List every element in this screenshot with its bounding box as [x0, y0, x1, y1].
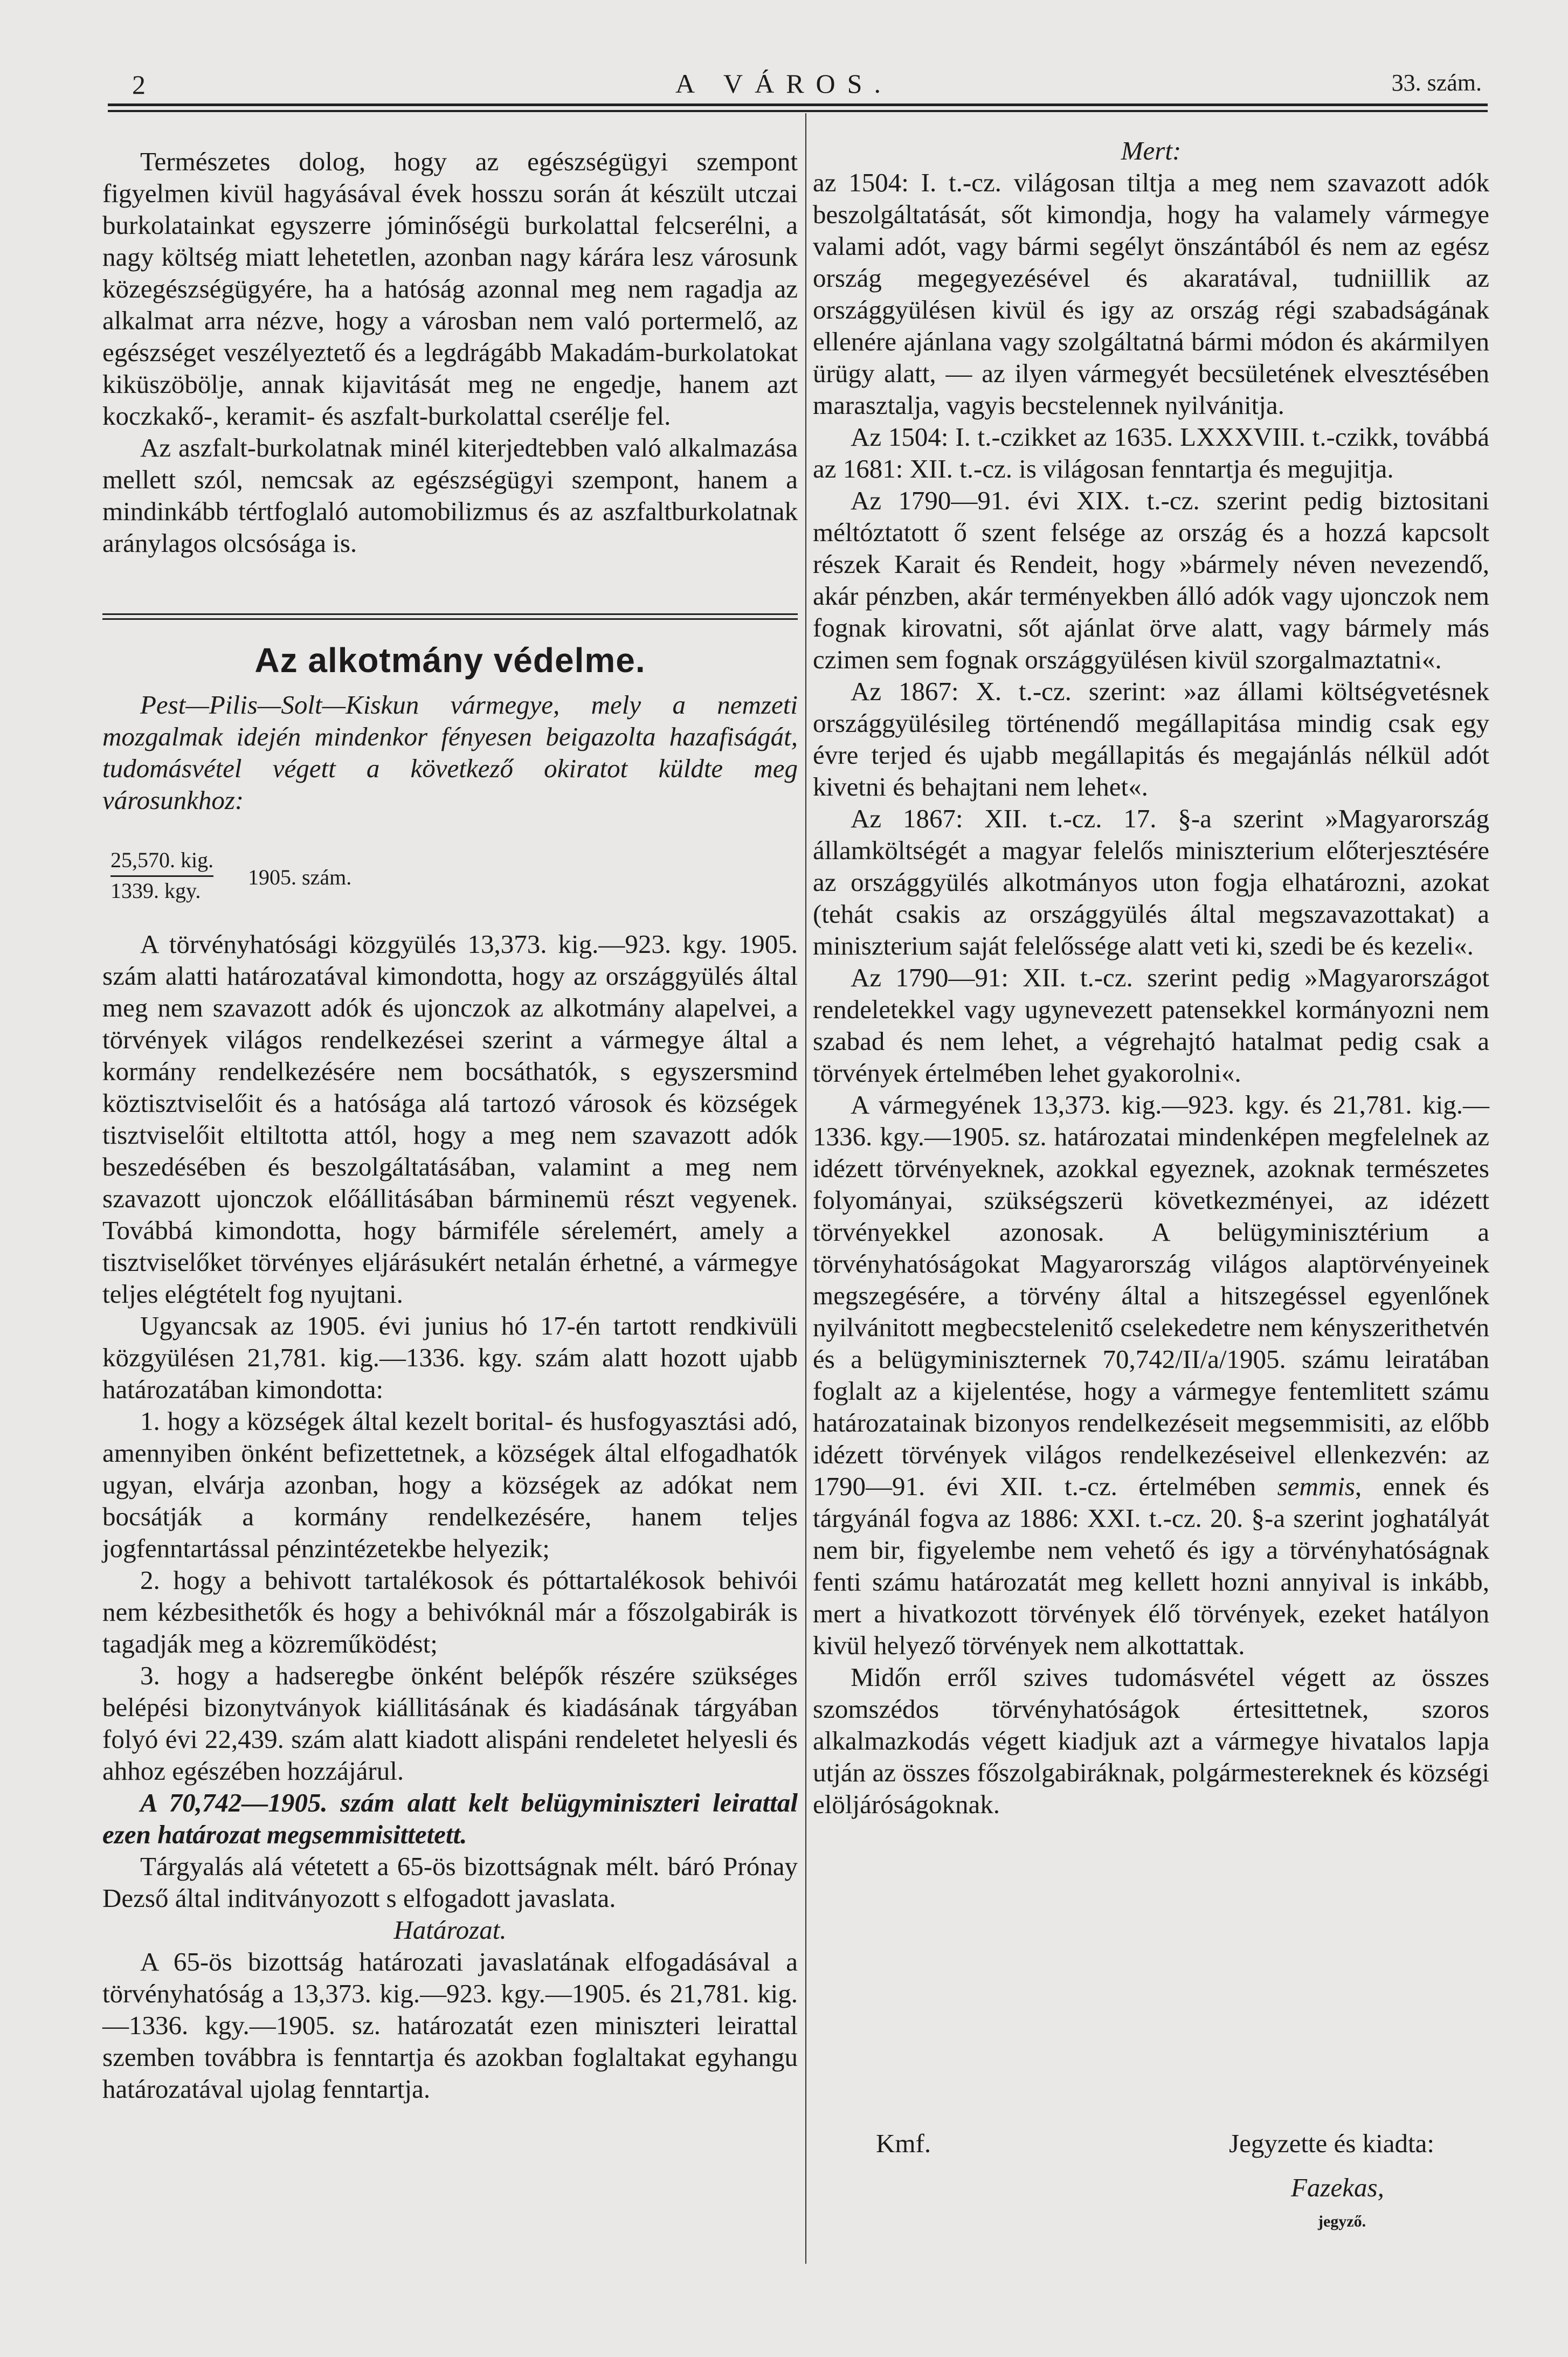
signature-role: jegyző. — [1318, 2213, 1366, 2230]
signature-noted: Jegyzette és kiadta: — [1229, 2128, 1434, 2158]
right-column — [813, 135, 1489, 1820]
lead-text: Pest—Pilis—Solt—Kiskun vármegye, mely a nemzeti mozgalmak idején mindenkor fényesen beigazolta hazafiságát, tudomásvétel végett a következő okiratot küldte meg városunkhoz: — [102, 690, 798, 815]
text: , ennek és tárgyánál fogva az 1886: XXI. t.-cz. 20. §-a szerint joghatályát nem bir, figyelembe nem vehető és igy a törvényhatóságnak fenti számu határozatát meg kellett hozni annyival is inkább, mert a hivatkozott törvények élő törvények, ezeket hatályon kivül helyező törvények nem alkottattak. — [813, 1471, 1490, 1660]
reference-number — [110, 846, 352, 905]
article-body — [102, 928, 798, 2105]
page-number: 2 — [132, 70, 146, 100]
newspaper-title: A VÁROS. — [675, 68, 893, 99]
text: A vármegyének 13,373. kig.—923. kgy. és 21,781. kig.—1336. kgy.—1905. sz. határozatai mindenképen megfelelnek az idézett törvényeknek, azokkal egyeznek, azoknak természetes folyományai, szükségszerü következményei, az idézett törvényekkel azonosak. A belügyminisztérium a törvényhatóságokat Magyarország világos alaptörvényeinek megszegésére, a törvény által a hitszegéssel egyenlőnek nyilvánitott megbecstelenitő cselekedetre nem kényszerithetvén és a belügyminiszternek 70,742/II/a/1905. számu leiratában foglalt az a kijelentése, hogy a vármegye fentemlitett számu határozatainak bizonyos rendelkezéseit megsemmisiti, az előbb idézett törvények világos rendelkezéseivel ellenkezvén: az 1790—91. évi XII. t.-cz. értelmében — [813, 1090, 1489, 1501]
reference-numerator: 25,570. kig. — [110, 846, 213, 877]
signature-name: Fazekas, — [1291, 2173, 1384, 2202]
article-lead — [102, 689, 798, 816]
paragraph: Az 1867: XII. t.-cz. 17. §-a szerint »Magyarország államköltségét a magyar felelős miniszterium előterjesztésére az országgyülés alkotmányos uton fogja elhatározni, azokat (tehát csakis az országgyülés által megszavazottakat) a miniszterium saját felelőssége alatt veti ki, szedi be és kezeli«. — [813, 804, 1489, 960]
paragraph: A törvényhatósági közgyülés 13,373. kig.—923. kgy. 1905. szám alatti határozatával kimondotta, hogy az országgyülés által meg nem szavazott adók és ujonczok az alkotmány alapelvei, a törvények világos rendelkezései szerint a vármegye által a kormány rendelkezésére nem bocsáthatók, s egyszersmind köztisztviselőit és a hatósága alá tartozó városok és községek tisztviselőit eltiltotta attól, hogy a meg nem szavazott adók beszedésében és beszolgáltatásában, valamint a meg nem szavazott ujonczok előállitásában bárminemü részt vegyenek. Továbbá kimondotta, hogy bármiféle sérelemért, amely a tisztviselőket törvényes eljárásukért netalán érhetné, a vármegye teljes elégtételt fog nyujtani. — [102, 929, 798, 1309]
paragraph: az 1504: I. t.-cz. világosan tiltja a meg nem szavazott adók beszolgáltatását, sőt kimondja, hogy ha valamely vármegye valami adót, vagy bármi segélyt önszántából és nem az egész ország megegyezésével és akaratával, tudniillik az országgyülésen kivül és igy az ország régi szabadságának ellenére ajánlana vagy szolgáltatná bármi módon és akármilyen ürügy alatt, — az ilyen vármegyét becsületének elvesztésében marasztalja, vagyis becstelennek nyilvánitja. — [813, 168, 1489, 420]
header-rule — [108, 103, 1488, 112]
issue-number: 33. szám. — [1391, 70, 1482, 96]
paragraph: Az 1867: X. t.-cz. szerint: »az állami költségvetésnek országgyülésileg történendő megállapitása mindig csak egy évre terjed és ujabb megállapitás és megajánlás nélkül adót kivetni és behajtani nem lehet«. — [813, 676, 1489, 801]
paragraph: 1. hogy a községek által kezelt borital- és husfogyasztási adó, amennyiben önként befizettetnek, a községek által elfogadhatók ugyan, elvárja azonban, hogy a községek az adókat nem bocsátják a kormány rendelkezésére, hanem teljes jogfenntartással pénzintézetekbe helyezik; — [102, 1406, 798, 1563]
paragraph: Ugyancsak az 1905. évi junius hó 17-én tartott rendkivüli közgyülésen 21,781. kig.—1336. kgy. szám alatt hozott ujabb határozatában kimondotta: — [102, 1311, 798, 1404]
column-divider — [805, 113, 806, 2264]
paragraph: 3. hogy a hadseregbe önként belépők részére szükséges belépési bizonytványok kiállitásának és kiadásának tárgyában folyó évi 22,439. szám alatt kiadott alispáni rendeletet helyesli és ahhoz egészében hozzájárul. — [102, 1661, 798, 1786]
reference-suffix: 1905. szám. — [248, 865, 352, 889]
article-title: Az alkotmány védelme. — [254, 641, 646, 680]
paragraph: Az aszfalt-burkolatnak minél kiterjedtebben való alkalmazása mellett szól, nemcsak az egészségügyi szempont, hanem a mindinkább tértfoglaló automobilizmus és az aszfaltburkolatnak aránylagos olcsósága is. — [102, 433, 798, 558]
annulment-note: A 70,742—1905. szám alatt kelt belügyminiszteri leirattal ezen határozat megsemmisittetett. — [102, 1788, 798, 1849]
reference-denominator: 1339. kgy. — [110, 879, 201, 903]
paragraph: Tárgyalás alá vétetett a 65-ös bizottságnak mélt. báró Prónay Dezső által inditványozott s elfogadott javaslata. — [102, 1851, 798, 1913]
paragraph: Midőn erről szives tudomásvétel végett az összes szomszédos törvényhatóságok értesittetnek, szoros alkalmazkodás végett kiadjuk azt a vármegye hivatalos lapja utján az összes főszolgabiráknak, polgármestereknek és községi elöljáróságoknak. — [813, 1662, 1489, 1819]
paragraph: Az 1790—91. évi XIX. t.-cz. szerint pedig biztositani méltóztatott ő szent felsége az ország és a hozzá kapcsolt részek Karait és Rendeit, hogy »bármely néven nevezendő, akár pénzben, akár terményekben álló adók vagy ujonczok nem fognak kirovatni, sőt ajánlat örve alatt, vagy bármely más czimen sem fognak országgyülésen kivül szorgalmaztatni«. — [813, 486, 1489, 674]
paragraph — [813, 1089, 1489, 1661]
mert-heading: Mert: — [1121, 136, 1182, 165]
paragraph: Természetes dolog, hogy az egészségügyi szempont figyelmen kivül hagyásával évek hosszu során át készült utczai burkolatainkat egyszerre jóminőségü burkolattal felcserélni, a nagy költség miatt lehetetlen, azonban nagy kárára lesz városunk közegészségügyére, ha a hatóság azonnal meg nem ragadja az alkalmat arra nézve, hogy a városban nem való portermelő, az egészséget veszélyeztető és a legdrágább Makadám-burkolatokat kiküszöbölje, annak kijavitását meg ne engedje, hanem azt koczkakő-, keramit- és aszfalt-burkolattal cserélje fel. — [102, 147, 798, 431]
resolution-heading: Határozat. — [393, 1915, 507, 1945]
section-divider — [102, 613, 798, 620]
emphasis: semmis — [1277, 1471, 1355, 1501]
paragraph: Az 1504: I. t.-czikket az 1635. LXXXVIII. t.-czikk, továbbá az 1681: XII. t.-cz. is világosan fenntartja és megujitja. — [813, 422, 1489, 483]
paragraph: A 65-ös bizottság határozati javaslatának elfogadásával a törvényhatóság a 13,373. kig.—923. kgy.—1905. és 21,781. kig.—1336. kgy.—1905. sz. határozatát ezen miniszteri leirattal szemben továbbra is fenntartja és azokban foglaltakat egyhangu határozatával ujolag fenntartja. — [102, 1947, 798, 2104]
paragraph: Az 1790—91: XII. t.-cz. szerint pedig »Magyarországot rendeletekkel vagy ugynevezett patensekkel kormányozni nem szabad és nem lehet, a végrehajtó hatalmat pedig csak a törvények értelmében lehet gyakorolni«. — [813, 963, 1489, 1088]
paragraph: 2. hogy a behivott tartalékosok és póttartalékosok behivói nem kézbesithetők és hogy a behivóknál már a főszolgabirák is tagadják meg a közreműködést; — [102, 1565, 798, 1658]
left-column-intro — [102, 146, 798, 559]
signature-kmf: Kmf. — [876, 2128, 931, 2158]
